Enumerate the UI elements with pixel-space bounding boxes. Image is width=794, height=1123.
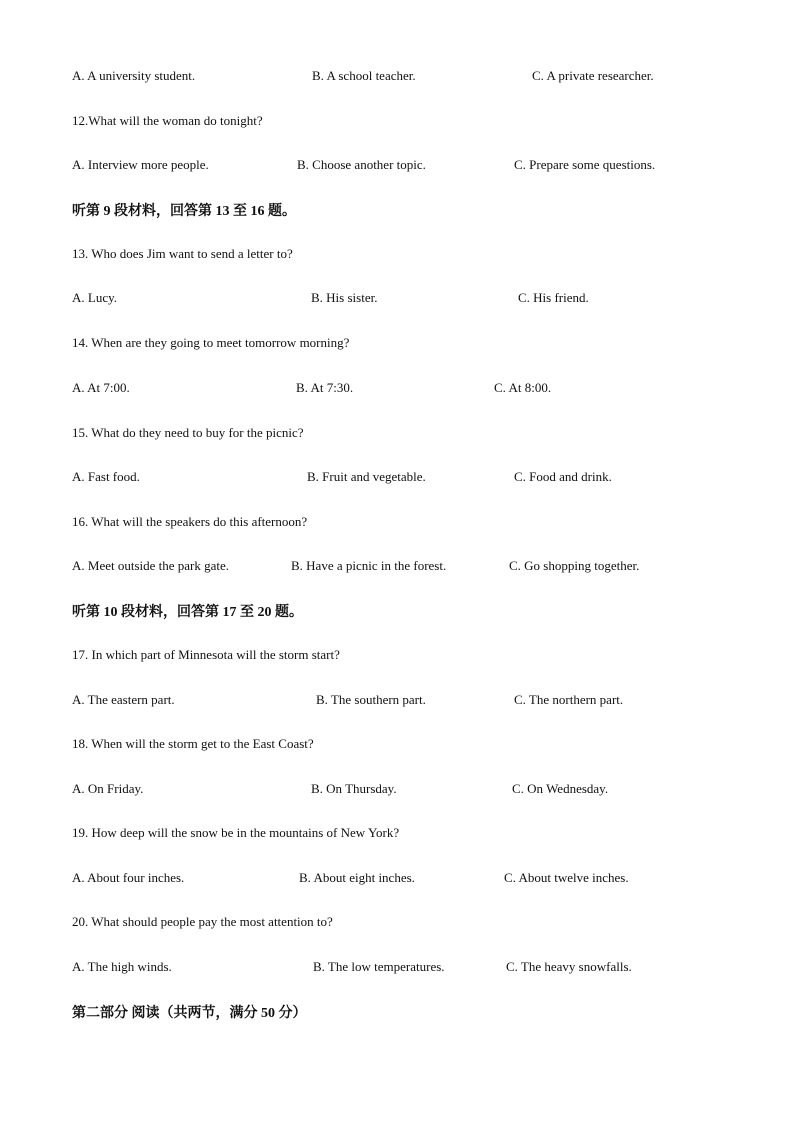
option-c: C. Go shopping together. [509, 558, 640, 573]
option-b: B. Have a picnic in the forest. [291, 558, 447, 573]
option-c: C. On Wednesday. [512, 781, 609, 796]
option-c: C. The northern part. [514, 692, 624, 707]
question-text: 20. What should people pay the most attention to? [72, 914, 333, 929]
option-c: C. At 8:00. [494, 380, 552, 395]
question-text: 13. Who does Jim want to send a letter to? [72, 246, 293, 261]
question-text: 12.What will the woman do tonight? [72, 113, 263, 128]
option-a: A. Interview more people. [72, 157, 209, 172]
option-a: A. On Friday. [72, 781, 144, 796]
question-text: 19. How deep will the snow be in the mountains of New York? [72, 825, 400, 840]
option-b: B. Choose another topic. [297, 157, 426, 172]
option-c: C. About twelve inches. [504, 870, 629, 885]
question-text: 14. When are they going to meet tomorrow morning? [72, 335, 350, 350]
option-a: A. The high winds. [72, 959, 172, 974]
option-b: B. Fruit and vegetable. [307, 469, 426, 484]
section-heading: 听第 9 段材料，回答第 13 至 16 题。 [72, 204, 296, 219]
option-b: B. His sister. [311, 290, 378, 305]
option-b: B. The low temperatures. [313, 959, 445, 974]
option-b: B. A school teacher. [312, 68, 416, 83]
option-b: B. About eight inches. [299, 870, 415, 885]
option-a: A. A university student. [72, 68, 196, 83]
option-c: C. Food and drink. [514, 469, 612, 484]
option-b: B. On Thursday. [311, 781, 397, 796]
option-c: C. His friend. [518, 290, 589, 305]
option-a: A. Fast food. [72, 469, 140, 484]
question-text: 17. In which part of Minnesota will the storm start? [72, 647, 340, 662]
option-b: B. At 7:30. [296, 380, 354, 395]
option-c: C. The heavy snowfalls. [506, 959, 632, 974]
question-text: 16. What will the speakers do this afternoon? [72, 514, 308, 529]
option-a: A. At 7:00. [72, 380, 130, 395]
section-heading: 第二部分 阅读（共两节，满分 50 分） [72, 1006, 307, 1021]
option-a: A. About four inches. [72, 870, 185, 885]
question-text: 18. When will the storm get to the East Coast? [72, 736, 314, 751]
question-text: 15. What do they need to buy for the picnic? [72, 425, 304, 440]
option-c: C. Prepare some questions. [514, 157, 656, 172]
option-a: A. Meet outside the park gate. [72, 558, 230, 573]
option-a: A. Lucy. [72, 290, 118, 305]
section-heading: 听第 10 段材料，回答第 17 至 20 题。 [72, 605, 303, 620]
option-b: B. The southern part. [316, 692, 426, 707]
option-c: C. A private researcher. [532, 68, 654, 83]
option-a: A. The eastern part. [72, 692, 175, 707]
